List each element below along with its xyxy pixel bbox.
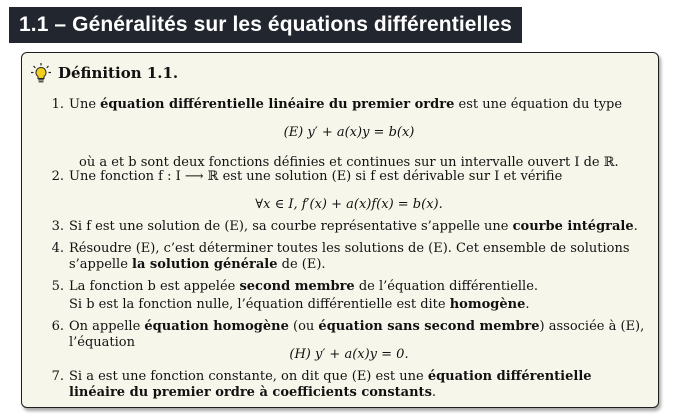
item-bold-term: courbe intégrale: [512, 219, 634, 234]
item-number: 5.: [51, 279, 64, 294]
item-text: La fonction b est appelée: [69, 279, 240, 294]
item-text: où a et b sont deux fonctions définies et continues sur un intervalle ouvert I de ℝ.: [79, 155, 619, 170]
equation-solution: ∀x ∈ I, f′(x) + a(x)f(x) = b(x).: [255, 197, 443, 212]
item-bold-term: équation sans second membre: [318, 319, 540, 334]
item-text: Une fonction f : I ⟶ ℝ est une solution (E) si f est dérivable sur I et vérifie: [69, 169, 563, 184]
item-text: ) associée à (E), l’équation: [69, 319, 645, 350]
item-text: (ou: [288, 319, 319, 334]
item-bold-term: second membre: [239, 279, 355, 294]
item-text: On appelle: [69, 319, 145, 334]
item-text: Si b est la fonction nulle, l’équation différentielle est dite: [69, 297, 450, 312]
item-bold-term: équation différentielle linéaire du premier ordre à coefficients constants: [69, 369, 592, 400]
definition-heading: [30, 62, 178, 84]
lightbulb-icon: [30, 62, 52, 84]
definition-box: [21, 52, 659, 408]
item-number: 3.: [51, 219, 64, 234]
item-bold-term: homogène: [449, 297, 526, 312]
item-bold-term: équation homogène: [144, 319, 289, 334]
item-number: 1.: [51, 97, 64, 112]
equation-H: (H) y′ + a(x)y = 0.: [289, 347, 409, 362]
item-text: .: [633, 219, 638, 234]
item-text: .: [525, 297, 530, 312]
item-number: 7.: [51, 369, 64, 384]
item-bold-term: équation différentielle linéaire du premier ordre: [100, 97, 455, 112]
item-text: .: [431, 385, 437, 400]
item-text: de l’équation différentielle.: [354, 279, 539, 294]
item-text: Une: [69, 97, 101, 112]
item-text: Si a est une fonction constante, on dit que (E) est une: [69, 369, 428, 384]
equation-E: (E) y′ + a(x)y = b(x): [283, 125, 415, 140]
section-title: 1.1 – Généralités sur les équations différentielles: [9, 7, 522, 43]
item-text: est une équation du type: [454, 97, 623, 112]
definition-title: Définition 1.1.: [58, 64, 179, 82]
item-number: 4.: [51, 241, 64, 256]
item-text: Résoudre (E), c’est déterminer toutes les solutions de (E). Cet ensemble de solutions s’appelle: [69, 241, 630, 272]
item-number: 6.: [51, 319, 64, 334]
item-text: de (E).: [277, 257, 326, 272]
item-number: 2.: [51, 169, 64, 184]
item-text: Si f est une solution de (E), sa courbe représentative s’appelle une: [69, 219, 513, 234]
item-bold-term: la solution générale: [132, 257, 278, 272]
